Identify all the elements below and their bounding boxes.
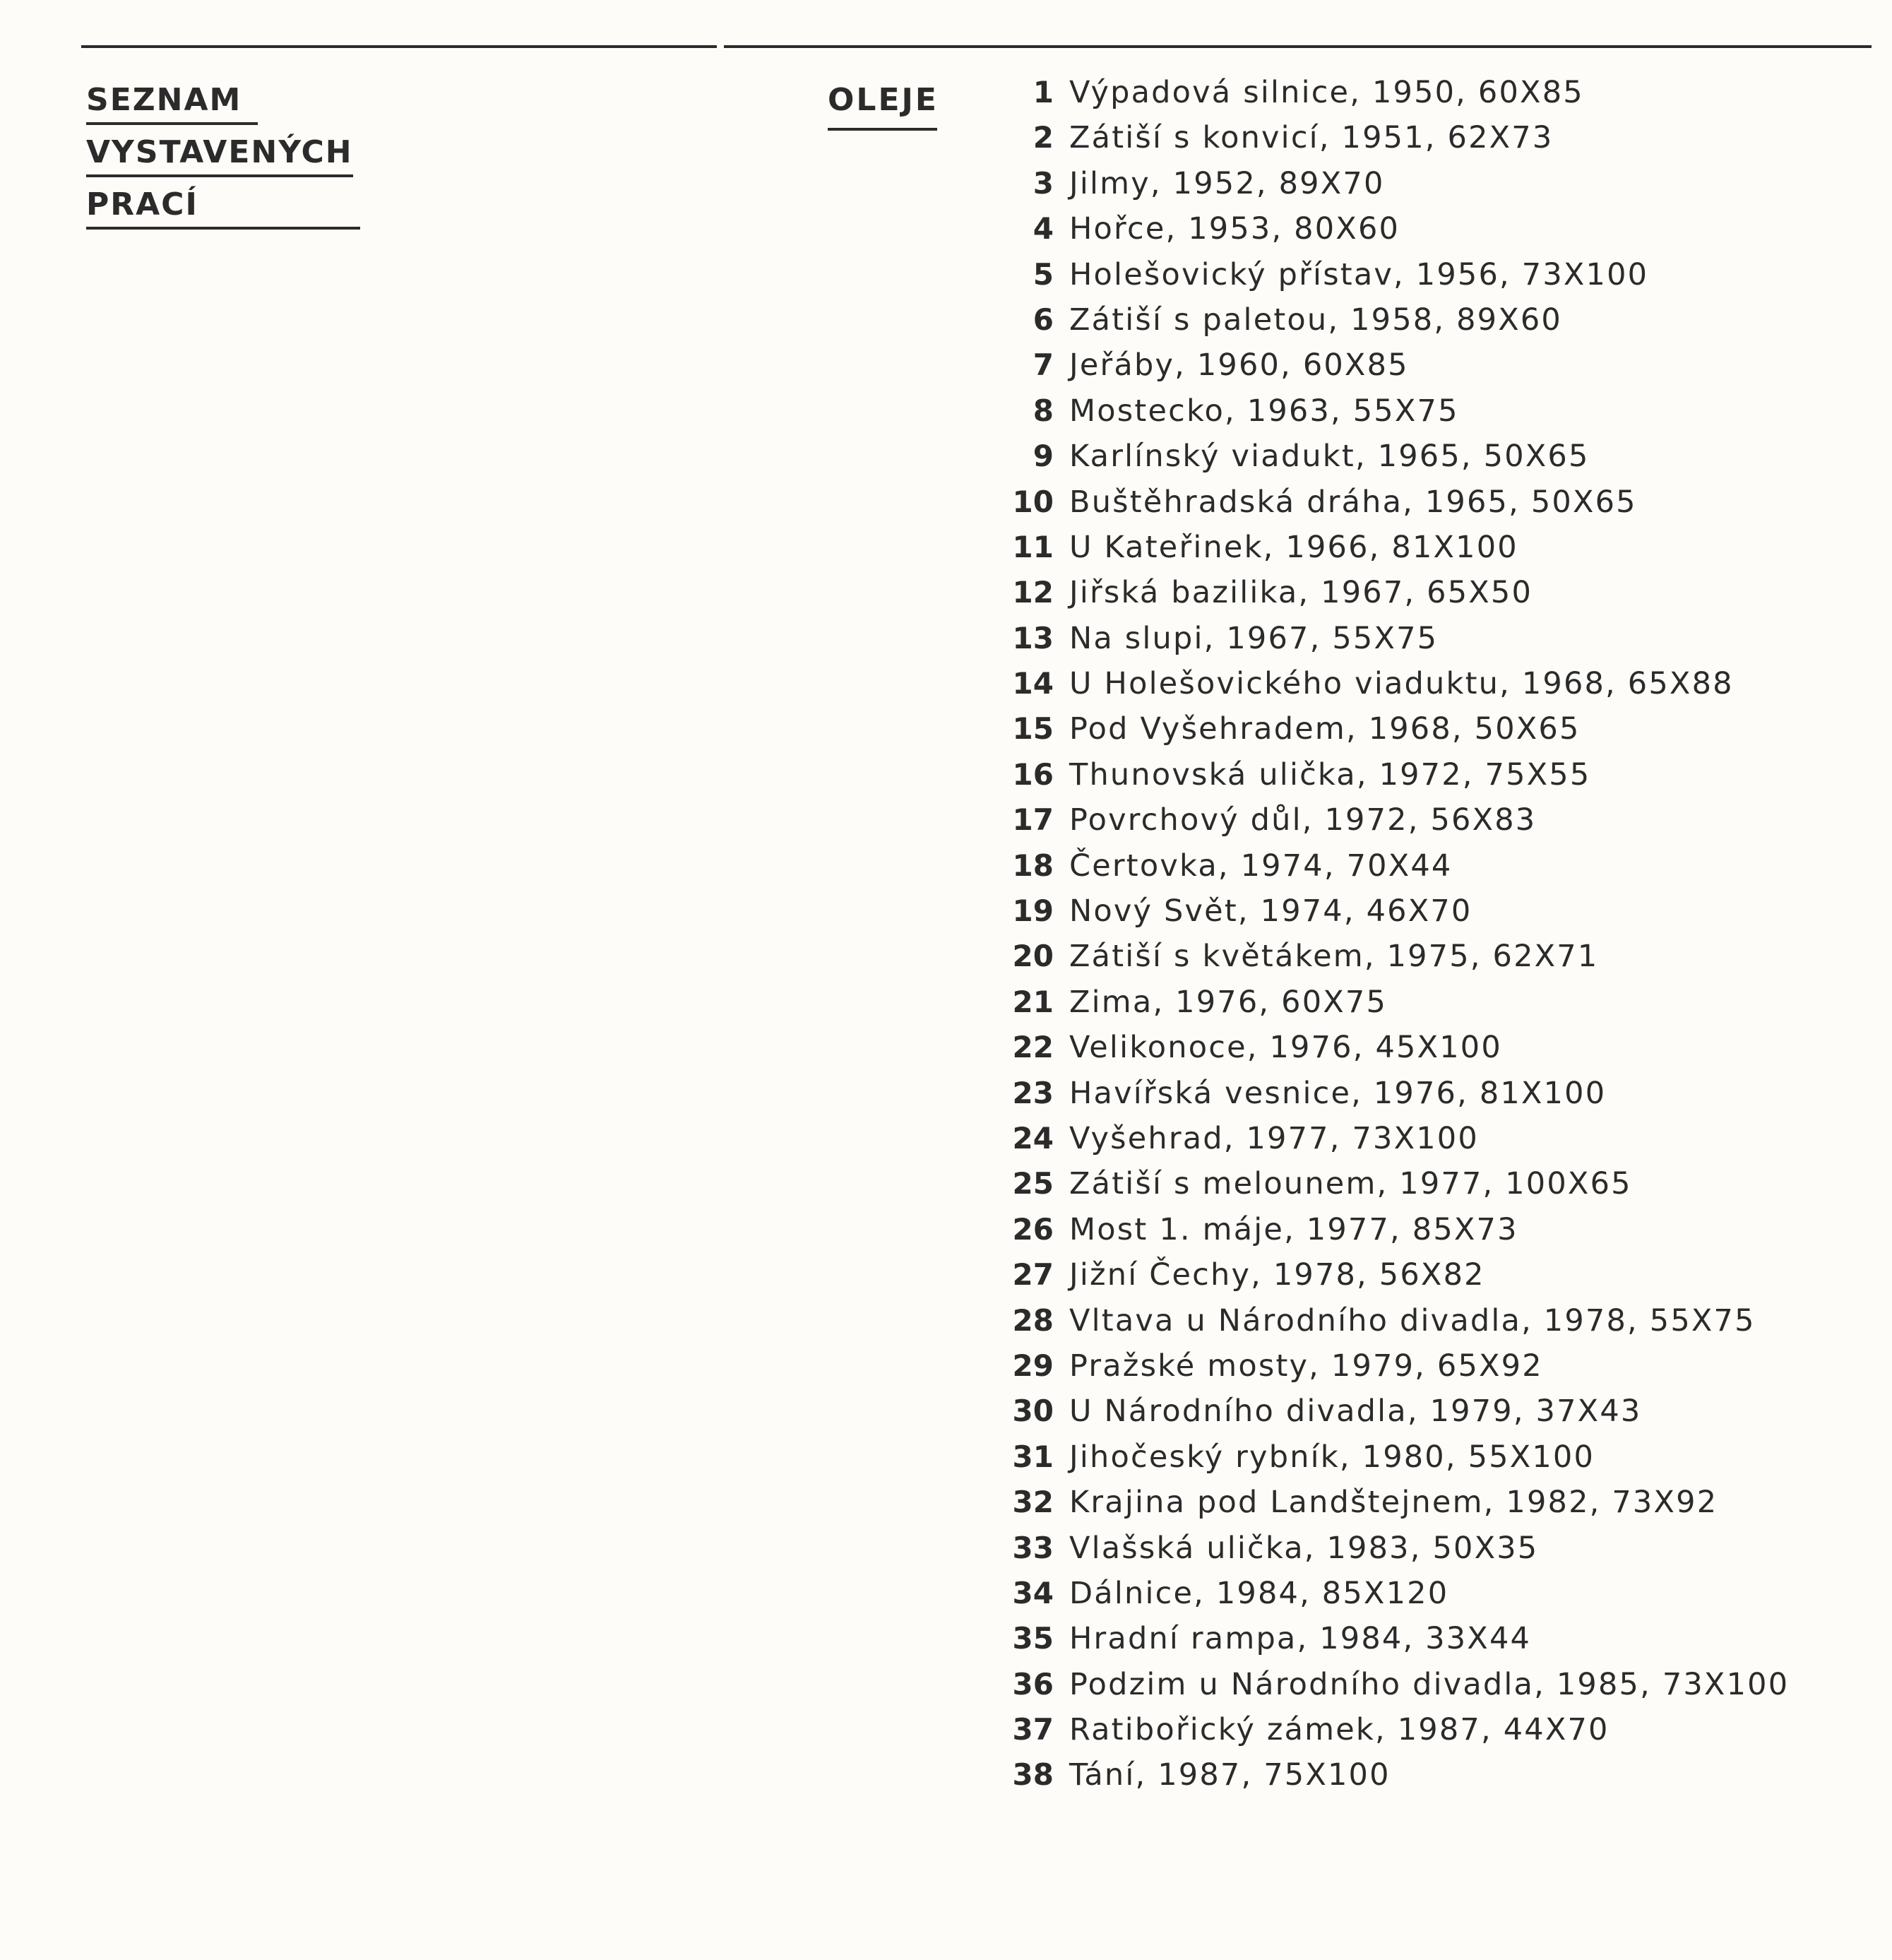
work-number: 2 xyxy=(1033,120,1054,155)
work-title: Most 1. máje, 1977, 85X73 xyxy=(1069,1211,1518,1247)
work-number: 24 xyxy=(1012,1120,1054,1156)
work-number: 12 xyxy=(1012,575,1054,610)
list-item xyxy=(989,1531,1789,1576)
work-title: Vlašská ulička, 1983, 50X35 xyxy=(1069,1530,1539,1566)
list-item xyxy=(989,1667,1789,1712)
work-title: Jižní Čechy, 1978, 56X82 xyxy=(1069,1257,1485,1293)
top-rule-left xyxy=(81,45,717,48)
list-item xyxy=(989,1621,1789,1666)
work-title: Holešovický přístav, 1956, 73X100 xyxy=(1069,256,1649,292)
work-title: Buštěhradská dráha, 1965, 50X65 xyxy=(1069,484,1637,520)
list-item xyxy=(989,1712,1789,1757)
list-item xyxy=(989,439,1789,484)
work-number: 7 xyxy=(1033,348,1054,383)
list-item xyxy=(989,211,1789,256)
list-item xyxy=(989,485,1789,530)
work-number: 14 xyxy=(1012,666,1054,701)
list-item xyxy=(989,757,1789,802)
work-number: 31 xyxy=(1012,1439,1054,1474)
works-list xyxy=(989,75,1789,1803)
work-title: Čertovka, 1974, 70X44 xyxy=(1069,848,1453,884)
work-number: 32 xyxy=(1012,1485,1054,1520)
list-item xyxy=(989,1576,1789,1621)
list-item xyxy=(989,257,1789,302)
top-rule-right xyxy=(724,45,1872,48)
work-title: Thunovská ulička, 1972, 75X55 xyxy=(1069,756,1591,792)
list-item xyxy=(989,1257,1789,1302)
work-number: 17 xyxy=(1012,802,1054,838)
work-number: 29 xyxy=(1012,1348,1054,1383)
list-item xyxy=(989,711,1789,756)
work-title: Velikonoce, 1976, 45X100 xyxy=(1069,1030,1502,1066)
work-number: 27 xyxy=(1012,1257,1054,1293)
work-title: Na slupi, 1967, 55X75 xyxy=(1069,620,1439,656)
work-number: 16 xyxy=(1012,756,1054,792)
section-label-oleje: OLEJE xyxy=(828,74,939,126)
work-title: Zátiší s květákem, 1975, 62X71 xyxy=(1069,939,1599,975)
list-item xyxy=(989,393,1789,439)
list-item xyxy=(989,1348,1789,1394)
list-item xyxy=(989,75,1789,120)
list-item xyxy=(989,530,1789,575)
work-number: 28 xyxy=(1012,1302,1054,1338)
list-item xyxy=(989,1030,1789,1075)
list-item xyxy=(989,802,1789,848)
list-item xyxy=(989,575,1789,620)
work-title: Zátiší s paletou, 1958, 89X60 xyxy=(1069,302,1562,338)
work-number: 20 xyxy=(1012,939,1054,974)
list-item xyxy=(989,1076,1789,1121)
work-number: 19 xyxy=(1012,893,1054,929)
work-number: 23 xyxy=(1012,1075,1054,1110)
list-item xyxy=(989,621,1789,666)
list-item xyxy=(989,939,1789,984)
work-number: 11 xyxy=(1012,529,1054,564)
work-number: 35 xyxy=(1012,1621,1054,1656)
work-number: 15 xyxy=(1012,711,1054,747)
work-title: Zátiší s melounem, 1977, 100X65 xyxy=(1069,1166,1632,1202)
work-title: Vltava u Národního divadla, 1978, 55X75 xyxy=(1069,1302,1756,1338)
work-number: 22 xyxy=(1012,1030,1054,1065)
work-title: Havířská vesnice, 1976, 81X100 xyxy=(1069,1075,1607,1111)
work-number: 1 xyxy=(1033,75,1054,109)
work-number: 25 xyxy=(1012,1166,1054,1201)
work-title: Hořce, 1953, 80X60 xyxy=(1069,211,1400,247)
list-item xyxy=(989,348,1789,393)
work-number: 34 xyxy=(1012,1575,1054,1610)
heading-line-2: VYSTAVENÝCH xyxy=(86,126,353,179)
work-title: U Holešovického viaduktu, 1968, 65X88 xyxy=(1069,666,1734,702)
work-title: Nový Svět, 1974, 46X70 xyxy=(1069,893,1472,929)
work-number: 18 xyxy=(1012,848,1054,883)
list-item xyxy=(989,666,1789,711)
work-number: 8 xyxy=(1033,393,1054,428)
work-title: Zima, 1976, 60X75 xyxy=(1069,984,1388,1020)
list-item xyxy=(989,1394,1789,1439)
work-number: 5 xyxy=(1033,256,1054,292)
work-title: U Kateřinek, 1966, 81X100 xyxy=(1069,529,1518,565)
list-item xyxy=(989,166,1789,211)
list-item xyxy=(989,985,1789,1030)
work-title: Pod Vyšehradem, 1968, 50X65 xyxy=(1069,711,1581,747)
list-item xyxy=(989,120,1789,165)
work-title: Mostecko, 1963, 55X75 xyxy=(1069,393,1459,429)
work-title: Výpadová silnice, 1950, 60X85 xyxy=(1069,75,1584,110)
list-item xyxy=(989,1166,1789,1211)
work-title: Povrchový důl, 1972, 56X83 xyxy=(1069,802,1537,838)
list-item xyxy=(989,302,1789,348)
list-item xyxy=(989,1485,1789,1530)
work-title: Krajina pod Landštejnem, 1982, 73X92 xyxy=(1069,1485,1718,1521)
work-number: 38 xyxy=(1012,1757,1054,1793)
work-title: Podzim u Národního divadla, 1985, 73X100 xyxy=(1069,1666,1790,1702)
list-item xyxy=(989,1121,1789,1166)
work-title: Karlínský viadukt, 1965, 50X65 xyxy=(1069,439,1590,475)
work-number: 4 xyxy=(1033,211,1054,247)
work-title: Jilmy, 1952, 89X70 xyxy=(1069,165,1385,201)
work-number: 30 xyxy=(1012,1394,1054,1429)
list-item xyxy=(989,1439,1789,1485)
work-number: 10 xyxy=(1012,484,1054,519)
work-title: Jeřáby, 1960, 60X85 xyxy=(1069,348,1409,384)
work-number: 33 xyxy=(1012,1530,1054,1565)
work-title: Tání, 1987, 75X100 xyxy=(1069,1757,1391,1793)
work-title: Pražské mosty, 1979, 65X92 xyxy=(1069,1348,1543,1384)
heading-line-3: PRACÍ xyxy=(86,179,353,231)
heading-line-1: SEZNAM xyxy=(86,74,353,126)
work-number: 6 xyxy=(1033,302,1054,337)
work-number: 26 xyxy=(1012,1211,1054,1247)
work-title: Vyšehrad, 1977, 73X100 xyxy=(1069,1120,1479,1156)
work-title: U Národního divadla, 1979, 37X43 xyxy=(1069,1394,1642,1430)
work-title: Jihočeský rybník, 1980, 55X100 xyxy=(1069,1439,1595,1475)
list-item xyxy=(989,1212,1789,1257)
work-title: Zátiší s konvicí, 1951, 62X73 xyxy=(1069,120,1554,156)
work-title: Ratibořický zámek, 1987, 44X70 xyxy=(1069,1712,1610,1748)
work-number: 9 xyxy=(1033,439,1054,474)
work-title: Dálnice, 1984, 85X120 xyxy=(1069,1575,1449,1611)
work-title: Jiřská bazilika, 1967, 65X50 xyxy=(1069,575,1533,611)
list-item xyxy=(989,848,1789,893)
list-item xyxy=(989,893,1789,939)
work-number: 36 xyxy=(1012,1666,1054,1701)
work-number: 37 xyxy=(1012,1712,1054,1747)
list-item xyxy=(989,1757,1789,1802)
work-number: 3 xyxy=(1033,165,1054,201)
page-heading xyxy=(86,74,353,231)
list-item xyxy=(989,1303,1789,1348)
work-number: 13 xyxy=(1012,620,1054,655)
work-number: 21 xyxy=(1012,984,1054,1019)
work-title: Hradní rampa, 1984, 33X44 xyxy=(1069,1621,1532,1657)
